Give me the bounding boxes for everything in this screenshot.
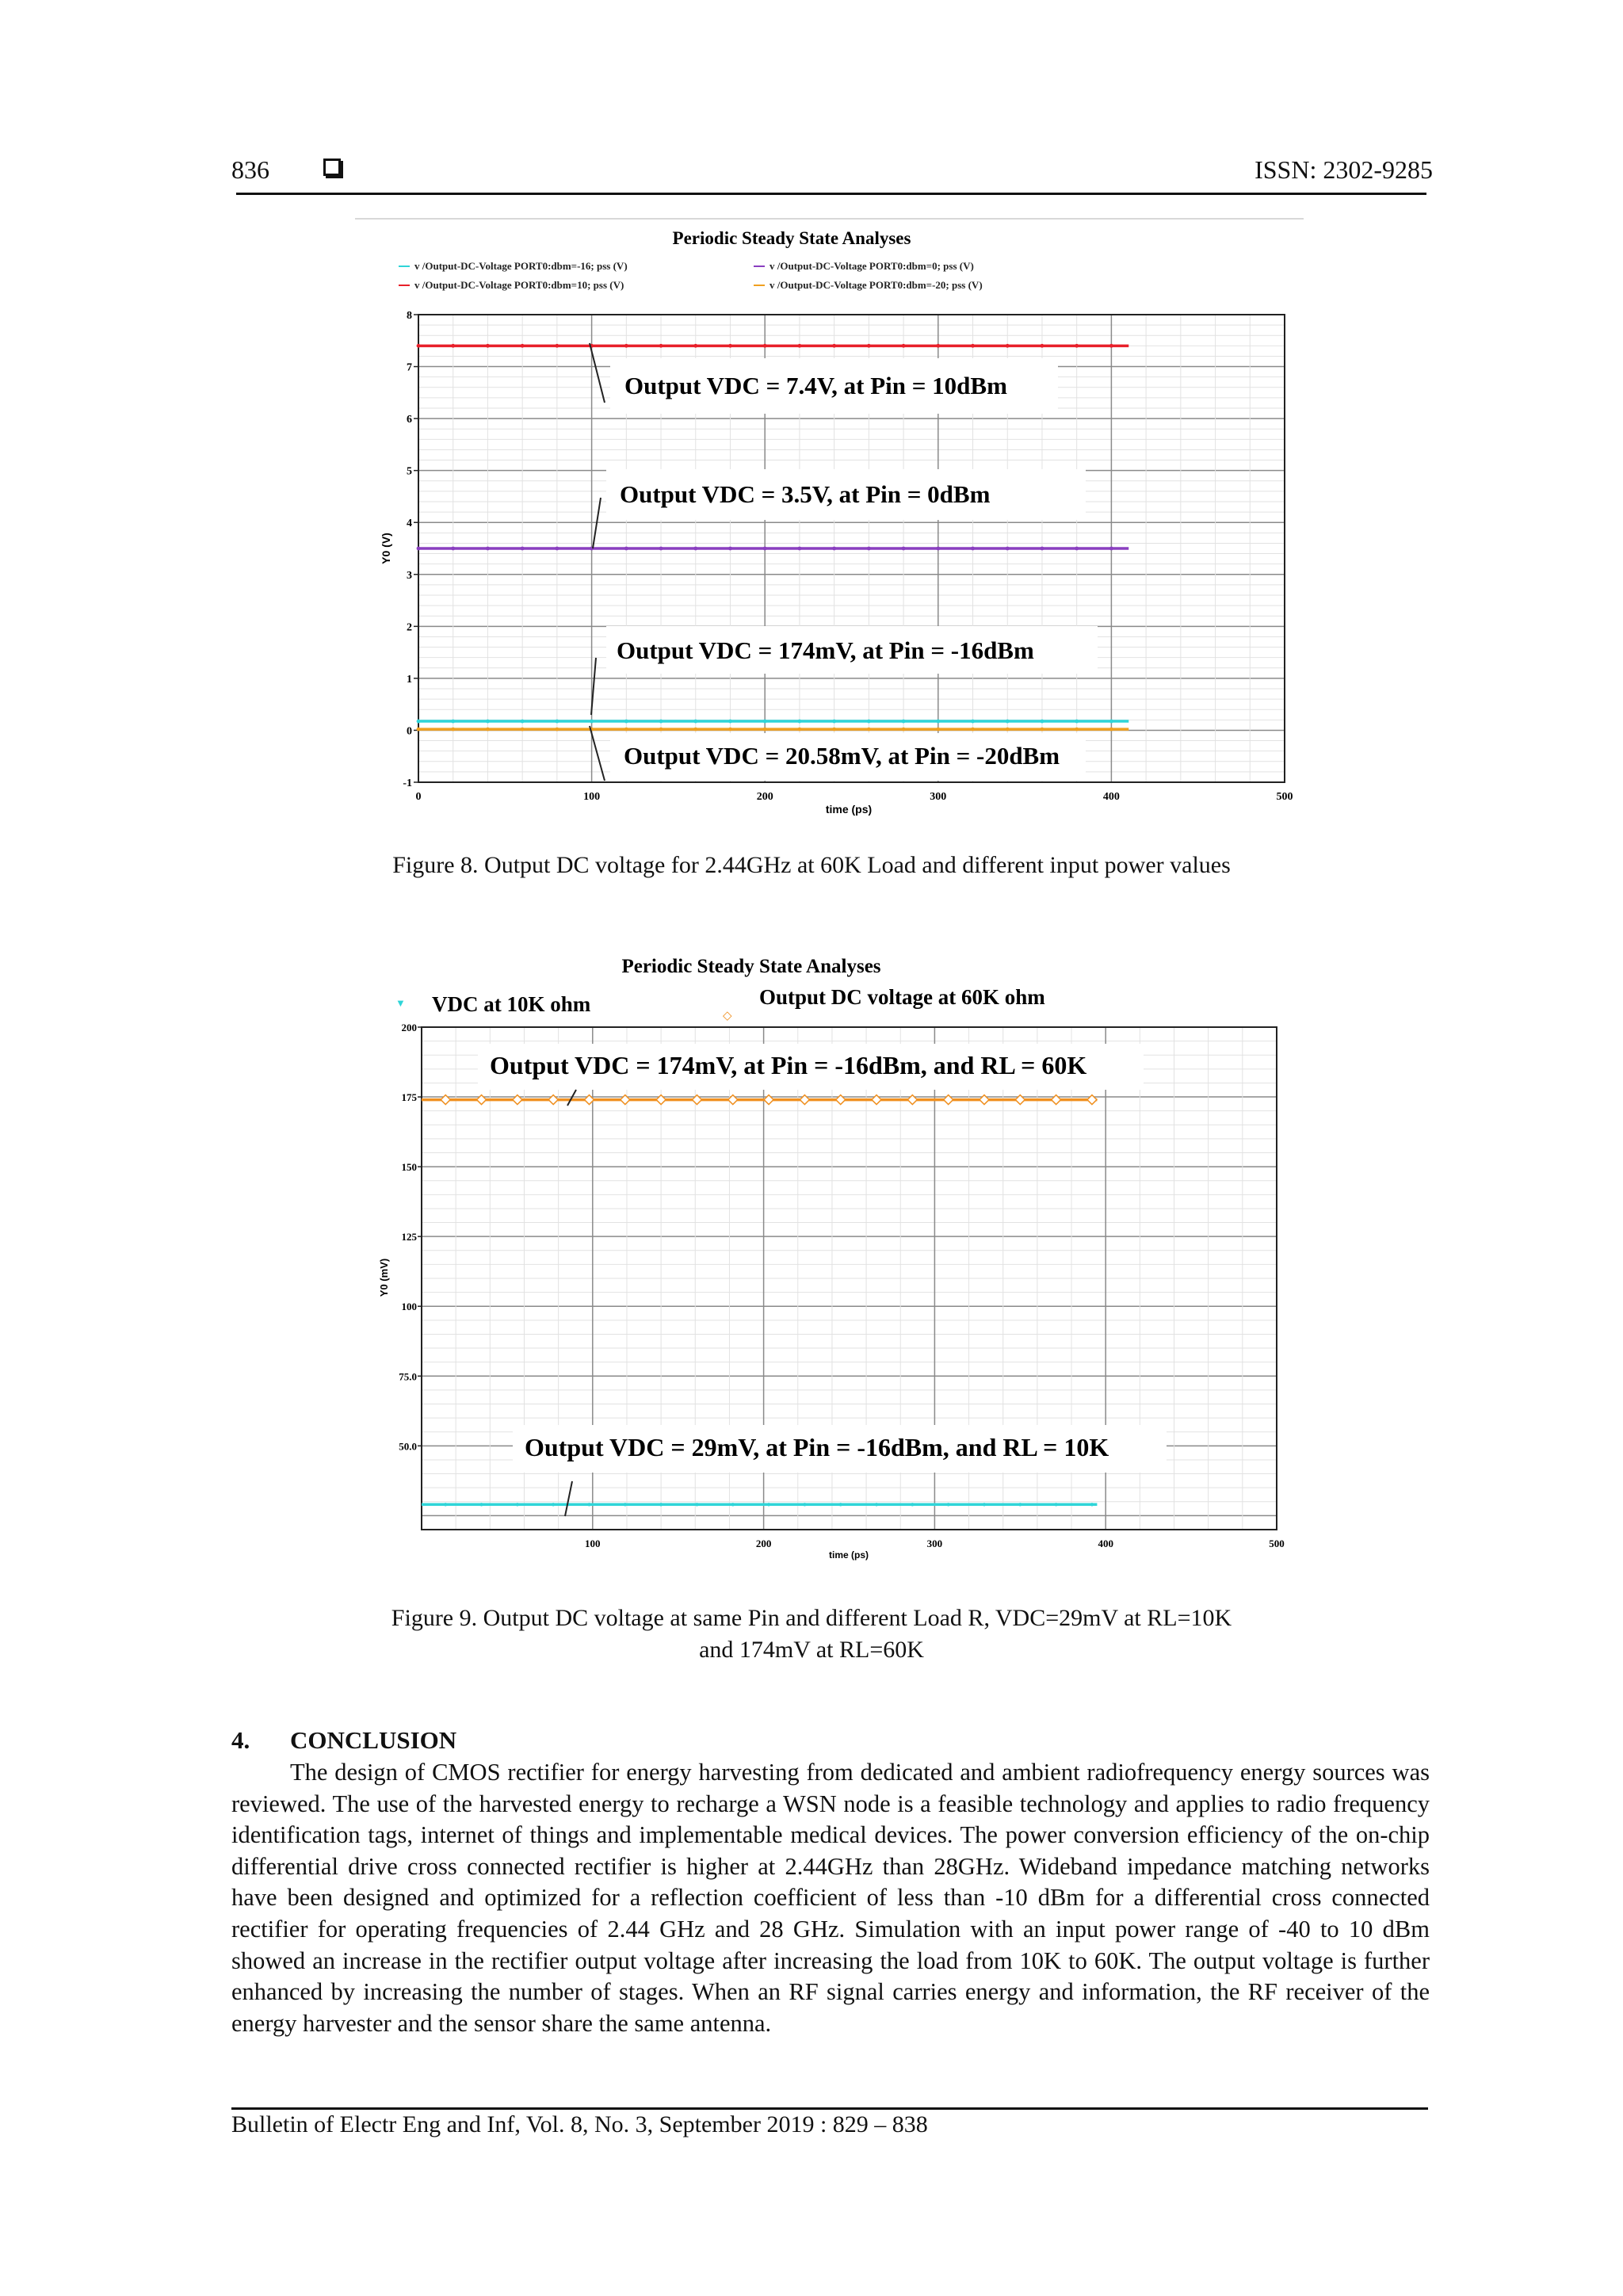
fig8-y-tick-label: 0: [407, 725, 412, 738]
section-title: CONCLUSION: [290, 1726, 457, 1754]
conclusion-paragraph: The design of CMOS rectifier for energy harvesting from dedicated and ambient radiofrequency energy sources was reviewed. The use of the harvested energy to recharge a WSN node is a feasible technology and applies to radio frequency identification tags, internet of things and implementable medical devices. The power conversion efficiency of the on-chip differential drive cross connected rectifier is higher at 2.44GHz than 28GHz. Wideband impedance matching networks have been designed and optimized for a reflection coefficient of less than -10 dBm for a differential cross connected rectifier for operating frequencies of 2.44 GHz and 28 GHz. Simulation with an input power range of -40 to 10 dBm showed an increase in the rectifier output voltage after increasing the load from 10K to 60K. The output voltage is further enhanced by increasing the number of stages. When an RF signal carries energy and information, the RF receiver of the energy harvester and the sensor share the same antenna.: [231, 1759, 1430, 2037]
fig9-y-tick-label: 200: [401, 1022, 417, 1033]
fig9-y-tick-label: 75.0: [399, 1370, 417, 1383]
figure-8-caption: Figure 8. Output DC voltage for 2.44GHz at 60K Load and different input power values: [392, 852, 1231, 878]
section-number: 4.: [231, 1726, 250, 1754]
fig9-series-marker: [767, 1503, 770, 1506]
footer-rule: [231, 2107, 1428, 2110]
fig8-y-tick-label: 8: [407, 310, 412, 322]
fig9-series-marker: [587, 1503, 590, 1506]
fig9-annotation-60k: Output VDC = 174mV, at Pin = -16dBm, and RL = 60K: [490, 1051, 1087, 1079]
fig9-y-tick-label: 50.0: [399, 1440, 417, 1453]
fig8-legend-entry: v /Output-DC-Voltage PORT0:dbm=-16; pss (V): [414, 260, 628, 272]
fig9-series-marker: [552, 1503, 555, 1506]
footer-citation: Bulletin of Electr Eng and Inf, Vol. 8, No. 3, September 2019 : 829 – 838: [231, 2111, 928, 2137]
fig9-series-marker: [983, 1503, 986, 1506]
fig9-series-marker: [1054, 1503, 1057, 1506]
fig9-series-marker: [911, 1503, 914, 1506]
fig8-y-tick-label: 5: [407, 465, 412, 478]
fig9-legend-10k: VDC at 10K ohm: [432, 992, 591, 1016]
fig9-title: Periodic Steady State Analyses: [621, 956, 881, 977]
fig9-x-tick-label: 100: [585, 1538, 601, 1549]
fig8-annotation-m16dbm: Output VDC = 174mV, at Pin = -16dBm: [617, 636, 1034, 664]
fig9-series-marker: [624, 1503, 627, 1506]
fig8-x-tick-label: 500: [1276, 791, 1293, 803]
fig8-ylabel: Y0 (V): [380, 533, 392, 564]
fig9-x-tick-label: 300: [926, 1538, 943, 1549]
fig9-series-marker: [731, 1503, 735, 1506]
fig8-y-tick-label: 2: [407, 621, 412, 634]
fig9-y-tick-label: 175: [401, 1091, 417, 1104]
fig8-y-tick-label: 4: [407, 518, 412, 530]
fig8-y-tick-label: 6: [407, 414, 412, 426]
fig9-series-marker: [803, 1503, 806, 1506]
fig9-series-marker: [444, 1503, 447, 1506]
fig9-y-tick-label: 150: [401, 1161, 417, 1174]
fig9-x-tick-label: 400: [1098, 1538, 1113, 1549]
fig9-series-marker: [875, 1503, 878, 1506]
fig8-annotation-10dbm: Output VDC = 7.4V, at Pin = 10dBm: [624, 372, 1007, 399]
fig8-legend-entry: v /Output-DC-Voltage PORT0:dbm=-20; pss (V): [769, 279, 983, 291]
fig9-x-tick-label: 500: [1269, 1538, 1285, 1549]
fig9-series-marker: [659, 1503, 663, 1506]
fig8-x-tick-label: 100: [583, 791, 601, 803]
fig9-series-marker: [516, 1503, 519, 1506]
fig9-legend-60k: Output DC voltage at 60K ohm: [759, 985, 1045, 1009]
fig9-series-marker: [839, 1503, 842, 1506]
page-number: 836: [231, 155, 269, 184]
figure-9-caption-line2: and 174mV at RL=60K: [699, 1637, 924, 1663]
fig9-x-tick-label: 200: [755, 1538, 772, 1549]
fig9-series-marker: [1018, 1503, 1022, 1506]
fig8-x-tick-label: 400: [1102, 791, 1120, 803]
fig9-series-marker: [1090, 1503, 1094, 1506]
fig9-y-tick-label: 100: [401, 1301, 417, 1313]
section-heading: [231, 1726, 456, 1755]
issn: ISSN: 2302-9285: [1254, 155, 1433, 184]
fig9-xlabel: time (ps): [828, 1549, 869, 1561]
fig8-xlabel: time (ps): [825, 803, 873, 816]
fig8-annotation-0dbm: Output VDC = 3.5V, at Pin = 0dBm: [620, 480, 991, 508]
fig8-y-tick-label: 7: [407, 361, 412, 374]
fig9-y-tick-label: 125: [401, 1231, 417, 1244]
fig8-y-tick-label: 3: [407, 569, 412, 582]
fig8-title: Periodic Steady State Analyses: [672, 228, 911, 248]
fig8-x-tick-label: 0: [415, 791, 422, 803]
fig9-legend-10k-marker: ▼: [395, 997, 406, 1009]
fig9-series-marker: [695, 1503, 698, 1506]
fig8-x-tick-label: 200: [756, 791, 773, 803]
fig8-legend-entry: v /Output-DC-Voltage PORT0:dbm=0; pss (V): [769, 260, 974, 272]
figure-9-caption-line1: Figure 9. Output DC voltage at same Pin and different Load R, VDC=29mV at RL=10K: [391, 1605, 1232, 1631]
fig9-series-marker: [479, 1503, 483, 1506]
fig8-x-tick-label: 300: [930, 791, 947, 803]
fig9-legend-60k-marker: ◇: [723, 1009, 732, 1022]
fig8-legend-entry: v /Output-DC-Voltage PORT0:dbm=10; pss (V): [414, 279, 624, 291]
fig8-y-tick-label: -1: [403, 777, 412, 789]
fig9-ylabel: Y0 (mV): [378, 1258, 390, 1297]
fig8-y-tick-label: 1: [407, 673, 412, 686]
fig8-annotation-m20dbm: Output VDC = 20.58mV, at Pin = -20dBm: [624, 742, 1060, 770]
fig9-series-marker: [946, 1503, 949, 1506]
fig9-annotation-10k: Output VDC = 29mV, at Pin = -16dBm, and RL = 10K: [525, 1433, 1109, 1461]
